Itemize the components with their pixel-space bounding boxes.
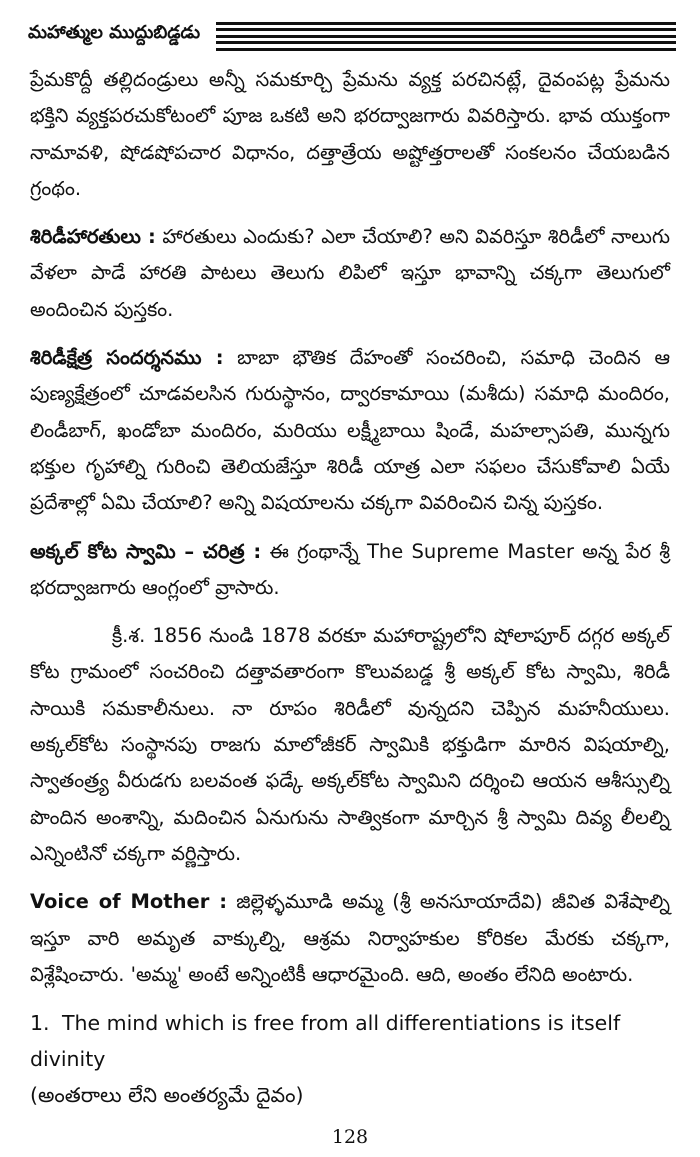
- header-rules: [216, 22, 676, 52]
- running-title: మహాత్ముల ముద్దుబిడ్డడు: [28, 22, 201, 43]
- paragraph-shiridi-kshetra: శిరిడీక్షేత్ర సందర్శనము : బాబా భౌతిక దేహంతో సంచరించి, సమాధి చెందిన ఆ పుణ్యక్షేత్రంలో చూడవలసిన గురుస్థానం, ద్వారకామాయి (మశీదు) సమాధి మందిరం, లిండీబాగ్, ఖండోబా మందిరం, మరియు లక్ష్మీబాయి షిండే, మహల్సాపతి, మున్నగు భక్తుల గృహాల్ని గురించి తెలియజేస్తూ శిరిడీ యాత్ర ఎలా సఫలం చేసుకోవాలి ఏయే ప్రదేశాల్లో ఏమి చేయాలి? అన్ని విషయాలను చక్కగా వివరించిన చిన్న పుస్తకం.: [30, 346, 671, 515]
- page-number: 128: [331, 1126, 369, 1148]
- paragraph-intro: ప్రేమకొద్దీ తల్లిదండ్రులు అన్నీ సమకూర్చి ప్రేమను వ్యక్త పరచినట్లే, దైవంపట్ల ప్రేమను భక్తిని వ్యక్తపరచుకోటంలో పూజ ఒకటి అని భరద్వాజగారు వివరిస్తారు. భావ యుక్తంగా నామావళి, షోడషోపచార విధానం, దత్తాత్రేయ అష్టోత్తరాలతో సంకలనం చేయబడిన గ్రంథం.: [30, 68, 670, 200]
- paragraph-heading: శిరిడీక్షేత్ర సందర్శనము :: [30, 346, 224, 370]
- paragraph-akkalkot-history: క్రీ.శ. 1856 నుండి 1878 వరకూ మహారాష్ట్రలోని షోలాపూర్ దగ్గర అక్కల్ కోట గ్రామంలో సంచరించి దత్తావతారంగా కొలువబడ్డ శ్రీ అక్కల్ కోట స్వామి, శిరిడీ సాయికి సమకాలీనులు. నా రూపం శిరిడీలో వున్నదని చెప్పిన మహనీయులు. అక్కల్‌కోట సంస్థానపు రాజగు మాలోజీకర్ స్వామికి భక్తుడిగా మారిన విషయాల్ని, స్వాతంత్ర్య వీరుడగు బలవంత ఫడ్కే అక్కల్‌కోట స్వామిని దర్శించి ఆయన ఆశీస్సుల్ని పొందిన అంశాన్ని, మదించిన ఏనుగును సాత్వికంగా మార్చిన శ్రీ స్వామి దివ్య లీలల్ని ఎన్నింటినో చక్కగా వర్ణిస్తారు.: [30, 624, 670, 865]
- paragraph-heading: Voice of Mother :: [30, 890, 227, 914]
- paragraph-heading: అక్కల్ కోట స్వామి – చరిత్ర :: [30, 539, 262, 563]
- list-item: [30, 1005, 670, 1077]
- paragraph-shiridi-haratulu: శిరిడీహారతులు : హారతులు ఎందుకు? ఎలా చేయాలి? అని వివరిస్తూ శిరిడీలో నాలుగు వేళలా పాడే హారతి పాటలు తెలుగు లిపిలో ఇస్తూ భావాన్ని చక్కగా తెలుగులో అందించిన పుస్తకం.: [30, 225, 670, 321]
- numbered-list: [30, 1005, 670, 1113]
- list-translation: (అంతరాలు లేని అంతర్యమే దైవం): [30, 1083, 304, 1108]
- paragraph-akkalkot-swami: అక్కల్ కోట స్వామి – చరిత్ర : ఈ గ్రంథాన్నే The Supreme Master అన్న పేర శ్రీ భరద్వాజగారు ఆంగ్లంలో వ్రాసారు.: [30, 539, 670, 599]
- paragraph-heading: శిరిడీహారతులు :: [30, 225, 156, 249]
- page-header: [28, 20, 676, 54]
- paragraph-voice-of-mother: Voice of Mother : జిల్లెళ్ళమూడి అమ్మ (శ్రీ అనసూయాదేవి) జీవిత విశేషాల్ని ఇస్తూ వారి అమృత వాక్కుల్ని, ఆశ్రమ నిర్వాహకుల కోరికల మేరకు చక్కగా, విశ్లేషించారు. 'అమ్మ' అంటే అన్నింటికీ ఆధారమైంది. ఆది, అంతం లేనిది అంటారు.: [30, 890, 670, 986]
- list-number: 1.: [30, 1011, 50, 1036]
- list-text: The mind which is free from all differentiations is itself divinity: [30, 1011, 621, 1072]
- page-body: [30, 62, 670, 1113]
